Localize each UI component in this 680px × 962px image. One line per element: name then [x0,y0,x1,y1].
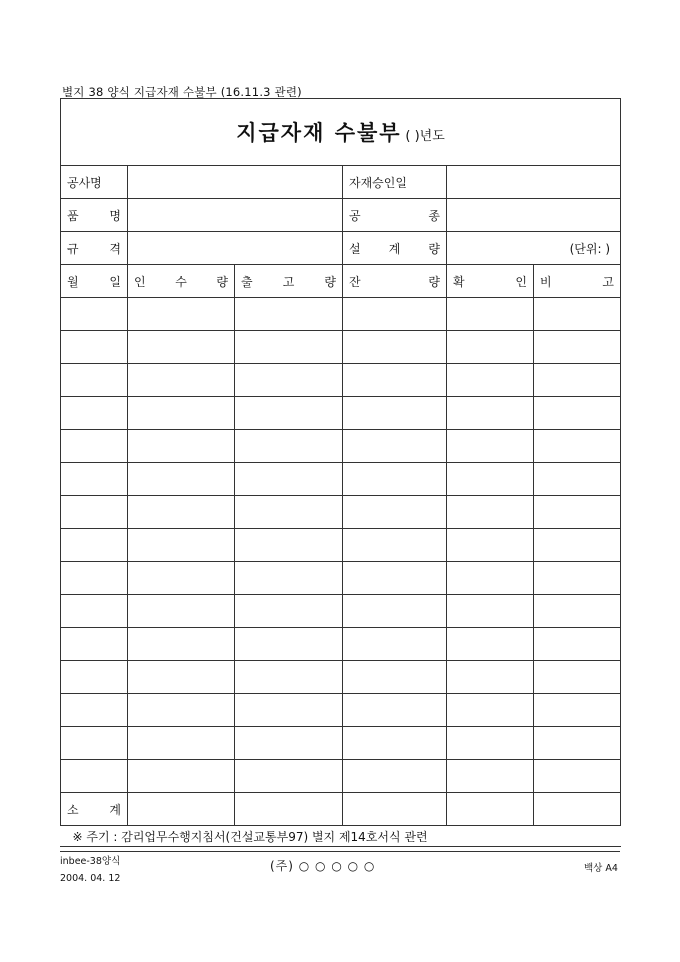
cell-received[interactable] [128,628,235,661]
cell-issued[interactable] [235,397,343,430]
cell-issued[interactable] [235,496,343,529]
cell-balance[interactable] [343,727,447,760]
ledger-form [60,98,621,847]
item-name-label: 품 명 [61,199,128,232]
item-name-field[interactable] [128,199,343,232]
subtotal-label: 소 계 [61,793,128,826]
cell-balance[interactable] [343,364,447,397]
table-row [61,628,621,661]
table-row [61,760,621,793]
work-type-label: 공 종 [343,199,447,232]
subtotal-balance[interactable] [343,793,447,826]
cell-remarks[interactable] [534,397,621,430]
cell-issued[interactable] [235,430,343,463]
table-row [61,331,621,364]
cell-date[interactable] [61,463,128,496]
cell-balance[interactable] [343,694,447,727]
subtotal-received[interactable] [128,793,235,826]
cell-remarks[interactable] [534,496,621,529]
cell-remarks[interactable] [534,595,621,628]
cell-received[interactable] [128,430,235,463]
project-name-field[interactable] [128,166,343,199]
cell-remarks[interactable] [534,760,621,793]
cell-received[interactable] [128,529,235,562]
cell-received[interactable] [128,364,235,397]
subtotal-remarks[interactable] [534,793,621,826]
cell-date[interactable] [61,661,128,694]
cell-confirm[interactable] [447,430,534,463]
cell-issued[interactable] [235,760,343,793]
cell-confirm[interactable] [447,727,534,760]
table-row [61,562,621,595]
col-header-received: 인 수 량 [128,265,235,298]
cell-date[interactable] [61,727,128,760]
cell-received[interactable] [128,694,235,727]
cell-date[interactable] [61,694,128,727]
work-type-field[interactable] [447,199,621,232]
cell-remarks[interactable] [534,628,621,661]
cell-confirm[interactable] [447,298,534,331]
cell-issued[interactable] [235,595,343,628]
cell-issued[interactable] [235,298,343,331]
table-row [61,694,621,727]
form-title: 지급자재 수불부 [236,120,402,145]
cell-balance[interactable] [343,331,447,364]
table-row [61,463,621,496]
cell-confirm[interactable] [447,496,534,529]
cell-confirm[interactable] [447,331,534,364]
form-date: 2004. 04. 12 [60,873,121,884]
table-row [61,595,621,628]
cell-confirm[interactable] [447,760,534,793]
cell-balance[interactable] [343,430,447,463]
cell-balance[interactable] [343,562,447,595]
cell-date[interactable] [61,562,128,595]
cell-balance[interactable] [343,760,447,793]
subtotal-issued[interactable] [235,793,343,826]
cell-date[interactable] [61,364,128,397]
cell-received[interactable] [128,727,235,760]
cell-issued[interactable] [235,463,343,496]
cell-balance[interactable] [343,595,447,628]
cell-date[interactable] [61,397,128,430]
cell-date[interactable] [61,496,128,529]
cell-remarks[interactable] [534,727,621,760]
subtotal-confirm[interactable] [447,793,534,826]
cell-balance[interactable] [343,496,447,529]
col-header-issued: 출 고 량 [235,265,343,298]
cell-received[interactable] [128,595,235,628]
project-name-label: 공사명 [61,166,128,199]
spec-field[interactable] [128,232,343,265]
cell-balance[interactable] [343,628,447,661]
cell-received[interactable] [128,331,235,364]
cell-received[interactable] [128,661,235,694]
cell-remarks[interactable] [534,529,621,562]
cell-received[interactable] [128,397,235,430]
cell-received[interactable] [128,463,235,496]
form-code: inbee-38양식 [60,856,121,867]
company-name: (주) ○ ○ ○ ○ ○ [270,859,376,873]
cell-issued[interactable] [235,694,343,727]
col-header-confirm: 확 인 [447,265,534,298]
approval-date-label: 자재승인일 [343,166,447,199]
cell-issued[interactable] [235,727,343,760]
col-header-remarks: 비 고 [534,265,621,298]
cell-confirm[interactable] [447,628,534,661]
table-row [61,298,621,331]
cell-balance[interactable] [343,298,447,331]
paper-size: 백상 A4 [584,863,618,874]
col-header-balance: 잔 량 [343,265,447,298]
cell-balance[interactable] [343,397,447,430]
table-row [61,496,621,529]
title-cell [61,99,621,166]
note: ※ 주기 : 감리업무수행지침서(건설교통부97) 별지 제14호서식 관련 [61,826,621,847]
spec-label: 규 격 [61,232,128,265]
cell-remarks[interactable] [534,694,621,727]
cell-confirm[interactable] [447,397,534,430]
form-caption: 별지 38 양식 지급자재 수불부 (16.11.3 관련) [62,85,302,99]
cell-remarks[interactable] [534,364,621,397]
design-qty-label: 설 계 량 [343,232,447,265]
cell-issued[interactable] [235,628,343,661]
approval-date-field[interactable] [447,166,621,199]
cell-issued[interactable] [235,331,343,364]
cell-received[interactable] [128,496,235,529]
cell-confirm[interactable] [447,529,534,562]
cell-received[interactable] [128,298,235,331]
col-header-date: 월 일 [61,265,128,298]
cell-date[interactable] [61,628,128,661]
cell-confirm[interactable] [447,463,534,496]
cell-date[interactable] [61,430,128,463]
cell-balance[interactable] [343,661,447,694]
unit-text: (단위: ) [569,241,611,256]
design-qty-field[interactable] [447,232,621,265]
cell-date[interactable] [61,331,128,364]
cell-issued[interactable] [235,529,343,562]
cell-balance[interactable] [343,529,447,562]
cell-date[interactable] [61,298,128,331]
cell-remarks[interactable] [534,298,621,331]
table-row [61,364,621,397]
cell-remarks[interactable] [534,430,621,463]
cell-balance[interactable] [343,463,447,496]
year-field[interactable]: ( )년도 [405,129,445,144]
cell-confirm[interactable] [447,661,534,694]
cell-confirm[interactable] [447,694,534,727]
cell-confirm[interactable] [447,562,534,595]
cell-remarks[interactable] [534,331,621,364]
table-row [61,430,621,463]
cell-date[interactable] [61,529,128,562]
table-row [61,529,621,562]
table-row [61,727,621,760]
cell-received[interactable] [128,760,235,793]
cell-confirm[interactable] [447,364,534,397]
cell-issued[interactable] [235,661,343,694]
cell-issued[interactable] [235,364,343,397]
cell-remarks[interactable] [534,463,621,496]
table-row [61,397,621,430]
cell-received[interactable] [128,562,235,595]
cell-issued[interactable] [235,562,343,595]
cell-date[interactable] [61,595,128,628]
cell-remarks[interactable] [534,661,621,694]
cell-confirm[interactable] [447,595,534,628]
footer-left [60,853,120,887]
footer-double-rule [60,846,620,852]
cell-date[interactable] [61,760,128,793]
table-row [61,661,621,694]
cell-remarks[interactable] [534,562,621,595]
